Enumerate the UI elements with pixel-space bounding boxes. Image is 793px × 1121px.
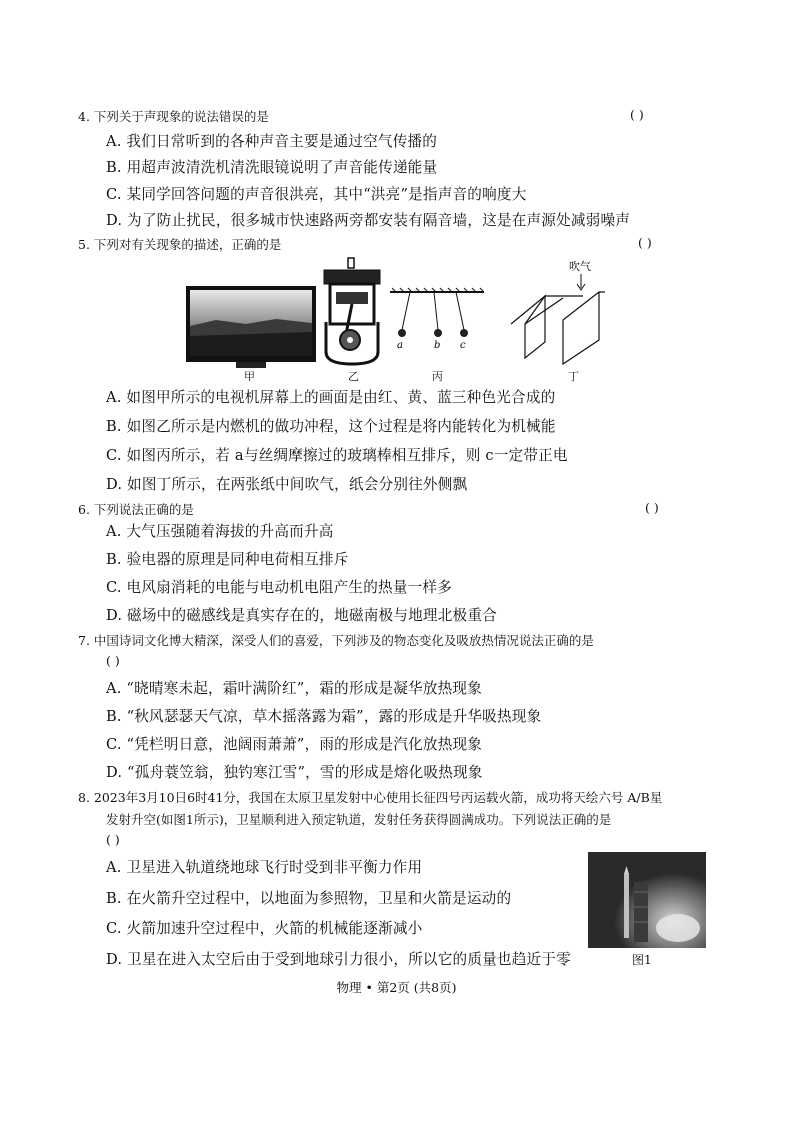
question-5-stem: 5. 下列对有关现象的描述，正确的是: [78, 237, 282, 252]
question-4-answer-bracket: ( ): [630, 107, 644, 122]
page-footer: 物理 • 第2页 (共8页): [336, 980, 457, 995]
figure-1-caption: 图1: [632, 953, 652, 967]
question-5-option-a: A. 如图甲所示的电视机屏幕上的画面是由红、黄、蓝三种色光合成的: [106, 389, 556, 406]
ball-b-label: b: [434, 340, 441, 350]
question-6-stem: 6. 下列说法正确的是: [78, 502, 194, 517]
question-8-stem-continued: 发射升空(如图1所示)，卫星顺利进入预定轨道，发射任务获得圆满成功。下列说法正确的是: [106, 812, 612, 827]
question-8-stem: 8. 2023年3月10日6时41分，我国在太原卫星发射中心使用长征四号丙运载火箭，成功将天绘六号 A/B星: [78, 790, 663, 805]
figure-charged-balls: [388, 286, 488, 350]
question-5-option-d: D. 如图丁所示，在两张纸中间吹气，纸会分别往外侧飘: [106, 476, 468, 493]
question-5-option-c: C. 如图丙所示，若 a与丝绸摩擦过的玻璃棒相互排斥，则 c一定带正电: [106, 447, 568, 464]
question-8-option-a: A. 卫星进入轨道绕地球飞行时受到非平衡力作用: [106, 859, 423, 876]
question-8-option-b: B. 在火箭升空过程中，以地面为参照物，卫星和火箭是运动的: [106, 890, 512, 907]
question-6-option-b: B. 验电器的原理是同种电荷相互排斥: [106, 551, 349, 568]
question-4-option-b: B. 用超声波清洗机清洗眼镜说明了声音能传递能量: [106, 159, 438, 176]
figure-tv: [186, 286, 316, 368]
question-7-option-a: A. “晓晴寒未起，霜叶满阶红”，霜的形成是凝华放热现象: [106, 680, 482, 697]
question-5-option-b: B. 如图乙所示是内燃机的做功冲程，这个过程是将内能转化为机械能: [106, 418, 556, 435]
question-4-stem: 4. 下列关于声现象的说法错误的是: [78, 109, 269, 124]
question-6-option-d: D. 磁场中的磁感线是真实存在的，地磁南极与地理北极重合: [106, 607, 497, 624]
question-7-stem: 7. 中国诗词文化博大精深，深受人们的喜爱，下列涉及的物态变化及吸放热情况说法正确的是: [78, 633, 594, 648]
question-4-option-c: C. 某同学回答问题的声音很洪亮，其中“洪亮”是指声音的响度大: [106, 186, 527, 203]
question-8-option-d: D. 卫星在进入太空后由于受到地球引力很小，所以它的质量也趋近于零: [106, 951, 571, 968]
figure-label-jia: 甲: [244, 370, 255, 383]
figure-two-papers: [505, 258, 615, 366]
question-8-option-c: C. 火箭加速升空过程中，火箭的机械能逐渐减小: [106, 920, 423, 937]
question-4-option-d: D. 为了防止扰民，很多城市快速路两旁都安装有隔音墙，这是在声源处减弱噪声: [106, 212, 631, 229]
figure-engine: [318, 256, 386, 368]
figure-label-bing: 丙: [432, 370, 443, 383]
figure-label-ding: 丁: [568, 370, 579, 383]
blow-label: 吹气: [569, 260, 591, 273]
question-8-answer-bracket: ( ): [106, 832, 120, 847]
question-6-answer-bracket: ( ): [645, 500, 659, 515]
question-5-answer-bracket: ( ): [638, 235, 652, 250]
question-6-option-c: C. 电风扇消耗的电能与电动机电阻产生的热量一样多: [106, 579, 452, 596]
ball-c-label: c: [460, 340, 466, 350]
figure-rocket-launch-photo: [588, 852, 706, 948]
question-6-option-a: A. 大气压强随着海拔的升高而升高: [106, 523, 334, 540]
ball-a-label: a: [397, 340, 403, 350]
question-7-option-d: D. “孤舟蓑笠翁，独钓寒江雪”，雪的形成是熔化吸热现象: [106, 764, 483, 781]
question-7-option-c: C. “凭栏明日意，池阔雨萧萧”，雨的形成是汽化放热现象: [106, 736, 483, 753]
question-4-option-a: A. 我们日常听到的各种声音主要是通过空气传播的: [106, 133, 438, 150]
question-7-answer-bracket: ( ): [106, 653, 120, 668]
question-7-option-b: B. “秋风瑟瑟天气凉，草木摇落露为霜”，露的形成是升华吸热现象: [106, 708, 542, 725]
figure-label-yi: 乙: [348, 370, 359, 383]
